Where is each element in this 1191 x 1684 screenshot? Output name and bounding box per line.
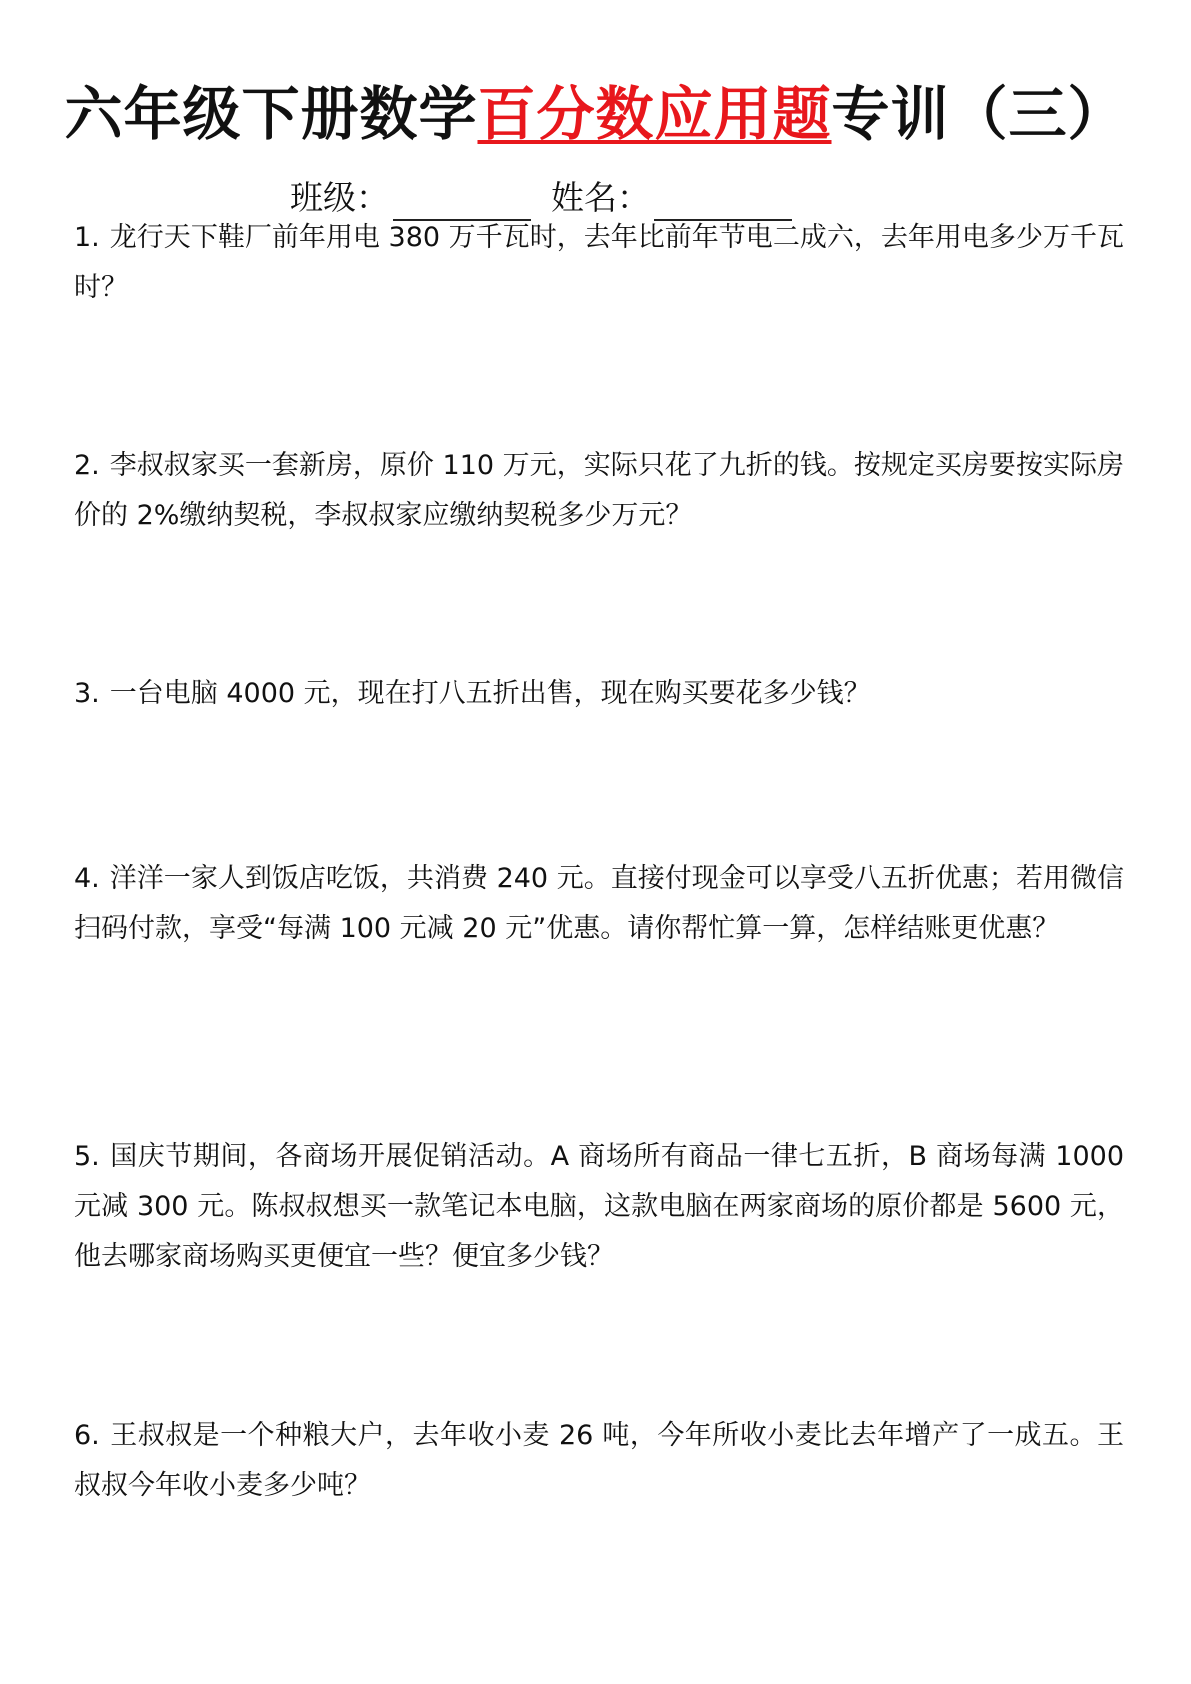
question-number: 6.	[74, 1420, 100, 1451]
worksheet-title	[0, 78, 1191, 150]
question-6	[74, 1411, 1124, 1511]
question-number: 5.	[74, 1141, 100, 1172]
question-3	[74, 669, 1124, 719]
class-label: 班级：	[290, 178, 389, 217]
question-text: 王叔叔是一个种粮大户，去年收小麦 26 吨，今年所收小麦比去年增产了一成五。王叔叔今年收小麦多少吨？	[74, 1420, 1124, 1501]
title-highlight: 百分数应用题	[477, 80, 832, 148]
question-4	[74, 854, 1124, 954]
question-number: 2.	[74, 450, 100, 481]
question-number: 3.	[74, 678, 100, 709]
question-2	[74, 441, 1124, 541]
question-1	[74, 213, 1124, 313]
question-text: 洋洋一家人到饭店吃饭，共消费 240 元。直接付现金可以享受八五折优惠；若用微信扫码付款，享受“每满 100 元减 20 元”优惠。请你帮忙算一算，怎样结账更优惠？	[74, 863, 1124, 944]
question-text: 李叔叔家买一套新房，原价 110 万元，实际只花了九折的钱。按规定买房要按实际房价的 2%缴纳契税，李叔叔家应缴纳契税多少万元？	[74, 450, 1124, 531]
title-prefix: 六年级下册数学	[64, 80, 478, 148]
question-number: 4.	[74, 863, 100, 894]
question-text: 国庆节期间，各商场开展促销活动。A 商场所有商品一律七五折，B 商场每满 1000 元减 300 元。陈叔叔想买一款笔记本电脑，这款电脑在两家商场的原价都是 5600 元，他去哪家商场购买更便宜一些？便宜多少钱？	[74, 1141, 1124, 1272]
title-suffix: 专训（三）	[831, 80, 1127, 148]
question-5	[74, 1132, 1124, 1282]
question-text: 一台电脑 4000 元，现在打八五折出售，现在购买要花多少钱？	[109, 678, 871, 709]
name-label: 姓名：	[551, 178, 650, 217]
question-number: 1.	[74, 222, 100, 253]
question-text: 龙行天下鞋厂前年用电 380 万千瓦时，去年比前年节电二成六，去年用电多少万千瓦时？	[74, 222, 1124, 303]
